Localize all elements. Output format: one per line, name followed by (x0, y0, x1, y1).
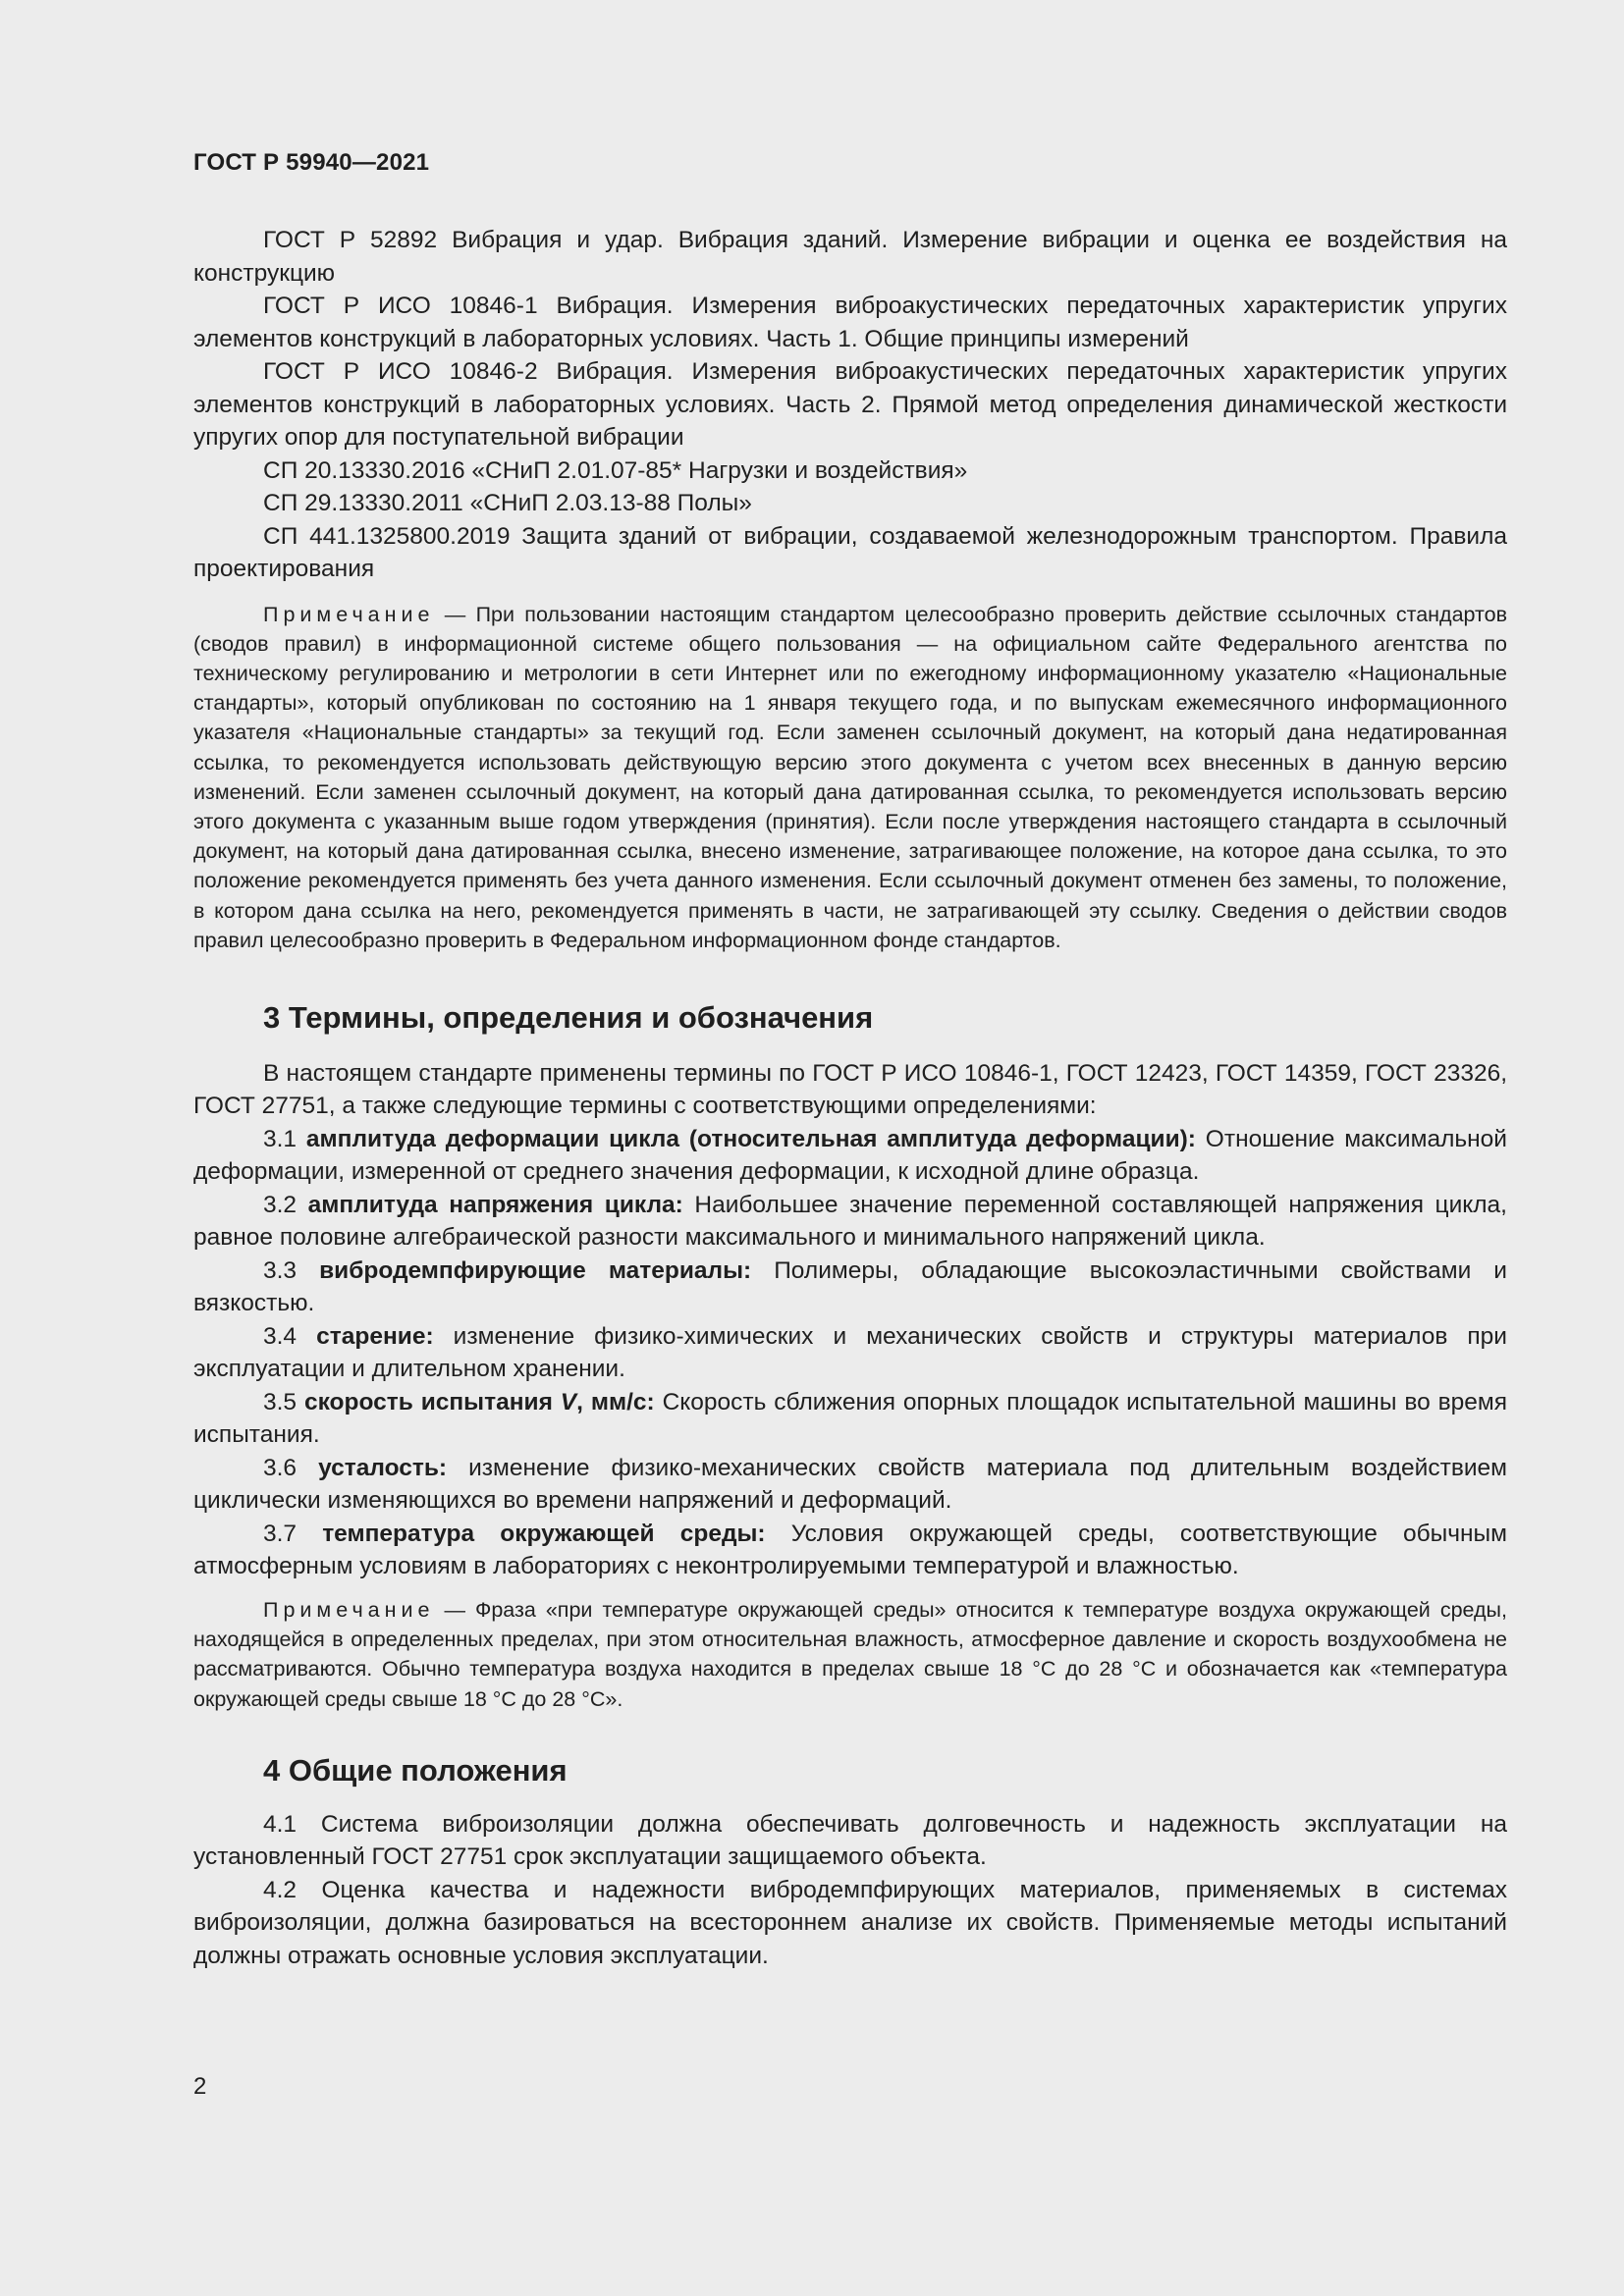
term-text: изменение физико-химических и механических свойств и структуры материалов при эксплуатации и длительном хранении. (193, 1322, 1507, 1383)
section-4-body (193, 1808, 1507, 1973)
normative-references-list (193, 224, 1507, 586)
term-text: Отношение максимальной деформации, измеренной от среднего значения деформации, к исходной длине образца. (193, 1125, 1507, 1186)
note-label: Примечание (263, 602, 435, 626)
term-number: 3.4 (263, 1322, 317, 1350)
term-number: 3.6 (263, 1454, 319, 1481)
temperature-note (193, 1595, 1507, 1714)
term-name-part: скорость испытания (303, 1388, 561, 1415)
term-text: Условия окружающей среды, соответствующие обычным атмосферным условиям в лабораториях с неконтролируемыми температурой и влажностью. (193, 1520, 1508, 1580)
section-3-intro: В настоящем стандарте применены термины по ГОСТ Р ИСО 10846-1, ГОСТ 12423, ГОСТ 14359, ГОСТ 23326, ГОСТ 27751, а также следующие термины с соответствующими определениями: (193, 1059, 1507, 1120)
term-definition (193, 1386, 1507, 1452)
section-3-body (193, 1057, 1507, 1714)
reference-item: СП 20.13330.2016 «СНиП 2.01.07-85* Нагрузки и воздействия» (263, 456, 968, 484)
term-number: 3.1 (263, 1125, 306, 1152)
term-definition (193, 1320, 1507, 1386)
references-note (193, 600, 1507, 955)
term-definition (193, 1452, 1507, 1518)
reference-item: ГОСТ Р ИСО 10846-2 Вибрация. Измерения виброакустических передаточных характеристик упругих элементов конструкций в лабораторных условиях. Часть 2. Прямой метод определения динамической жесткости упругих опор для поступательной вибрации (193, 358, 1507, 451)
clause-paragraph: 4.2 Оценка качества и надежности вибродемпфирующих материалов, применяемых в системах виброизоляции, должна базироваться на всестороннем анализе их свойств. Применяемые методы испытаний должны отражать основные условия эксплуатации. (193, 1876, 1507, 1969)
term-name: усталость: (318, 1454, 448, 1481)
note-label: Примечание (263, 1597, 435, 1622)
term-name-part: , мм/с: (576, 1388, 655, 1415)
section-4-heading: 4 Общие положения (263, 1752, 568, 1788)
term-variable: V (560, 1388, 577, 1415)
note-text: — Фраза «при температуре окружающей среды» относится к температуре воздуха окружающей среды, находящейся в определенных пределах, при этом относительная влажность, атмосферное давление и скорость воздухообмена не рассматриваются. Обычно температура воздуха находится в пределах свыше 18 °С до 28 °С и обозначается как «температура окружающей среды свыше 18 °С до 28 °С». (193, 1597, 1507, 1711)
term-name: старение: (316, 1322, 434, 1350)
reference-item: СП 441.1325800.2019 Защита зданий от вибрации, создаваемой железнодорожным транспортом. Правила проектирования (193, 522, 1507, 582)
term-number: 3.5 (263, 1388, 304, 1415)
term-name: вибродемпфирующие материалы: (319, 1256, 752, 1284)
term-number: 3.2 (263, 1191, 308, 1218)
term-text: Наибольшее значение переменной составляющей напряжения цикла, равное половине алгебраической разности максимального и минимального напряжений цикла. (193, 1191, 1507, 1252)
term-definition (193, 1189, 1507, 1255)
term-definition (193, 1123, 1507, 1189)
term-name: температура окружающей среды: (322, 1520, 766, 1547)
term-definition (193, 1518, 1507, 1583)
reference-item: ГОСТ Р 52892 Вибрация и удар. Вибрация зданий. Измерение вибрации и оценка ее воздействия на конструкцию (193, 227, 1507, 287)
document-code-header: ГОСТ Р 59940—2021 (193, 149, 430, 176)
section-3-heading: 3 Термины, определения и обозначения (263, 999, 874, 1035)
page-number: 2 (193, 2073, 207, 2100)
reference-item: ГОСТ Р ИСО 10846-1 Вибрация. Измерения виброакустических передаточных характеристик упругих элементов конструкций в лабораторных условиях. Часть 1. Общие принципы измерений (193, 293, 1507, 352)
term-definition (193, 1255, 1507, 1320)
page-content (193, 224, 1507, 1972)
term-number: 3.7 (263, 1520, 323, 1547)
term-text: изменение физико-механических свойств материала под длительным воздействием циклически изменяющихся во времени напряжений и деформаций. (193, 1454, 1508, 1515)
term-text: Скорость сближения опорных площадок испытательной машины во время испытания. (193, 1388, 1507, 1449)
note-text: — При пользовании настоящим стандартом целесообразно проверить действие ссылочных стандартов (сводов правил) в информационной системе общего пользования — на официальном сайте Федерального агентства по техническому регулированию и метрологии в сети Интернет или по ежегодному информационному указателю «Национальные стандарты», который опубликован по состоянию на 1 января текущего года, и по выпускам ежемесячного информационного указателя «Национальные стандарты» за текущий год. Если заменен ссылочный документ, на который дана недатированная ссылка, то рекомендуется использовать действующую версию этого документа с учетом всех внесенных в данную версию изменений. Если заменен ссылочный документ, на который дана датированная ссылка, то рекомендуется использовать версию этого документа с указанным выше годом утверждения (принятия). Если после утверждения настоящего стандарта в ссылочный документ, на который дана датированная ссылка, внесено изменение, затрагивающее положение, на которое дана ссылка, то это положение рекомендуется применять без учета данного изменения. Если ссылочный документ отменен без замены, то положение, в котором дана ссылка на него, рекомендуется применять в части, не затрагивающей эту ссылку. Сведения о действии сводов правил целесообразно проверить в Федеральном информационном фонде стандартов. (193, 602, 1507, 952)
term-text: Полимеры, обладающие высокоэластичными свойствами и вязкостью. (193, 1256, 1507, 1317)
reference-item: СП 29.13330.2011 «СНиП 2.03.13-88 Полы» (263, 490, 752, 516)
term-name: амплитуда напряжения цикла: (307, 1191, 683, 1218)
term-name: амплитуда деформации цикла (относительная амплитуда деформации): (305, 1125, 1196, 1152)
clause-paragraph: 4.1 Система виброизоляции должна обеспечивать долговечность и надежность эксплуатации на установленный ГОСТ 27751 срок эксплуатации защищаемого объекта. (193, 1810, 1507, 1871)
term-name (304, 1389, 655, 1415)
term-number: 3.3 (263, 1256, 320, 1284)
